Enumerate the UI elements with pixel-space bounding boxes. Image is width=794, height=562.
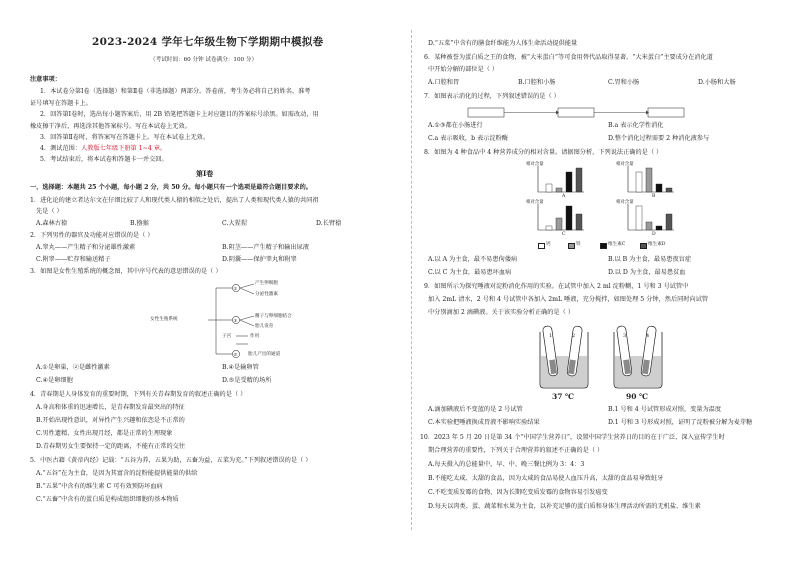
diagram-node-fetus: 胎儿发育 [255, 324, 274, 329]
q5-stem: 5．中医古籍《黄帝内经》记载：“五谷为养，五果为助，五畜为益，五菜为充。”下列叙述错误的是（ ） [30, 457, 312, 464]
chart-cat-a: A [562, 194, 566, 199]
tube-label-1: 1 [549, 333, 553, 339]
q7-stem: 7．如图表示消化的过程，下列叙述错误的是（ ） [424, 93, 560, 100]
note-line-7: 5．考试结束后，将本试卷和答题卡一并交回。 [40, 156, 168, 163]
column-divider [411, 30, 412, 530]
bar-c-3 [576, 214, 582, 230]
temp-label-37: 37 ℃ [552, 392, 575, 401]
bar-b-2 [656, 184, 662, 192]
q1-line-2: 先是（ ） [36, 208, 63, 215]
bar-a-1 [556, 188, 562, 192]
bar-b-3 [666, 188, 672, 192]
bar-d-0 [636, 206, 642, 230]
q9-line-1: 9．如图所示为探究唾液对淀粉消化作用的实验。在试管中加入 2 ml 淀粉糊，1 号和 3 号试管中 [424, 283, 689, 290]
bar-b-1 [646, 168, 652, 192]
legend-vitd: 维生素D [648, 242, 666, 247]
q2-option-c[interactable]: C.附睾——贮存和输送精子 [36, 256, 111, 263]
q9-option-c[interactable]: C.本实验把唾液换成胃液不影响实验结果 [428, 419, 540, 426]
diagram-node-hormone: 分泌性激素 [255, 292, 278, 297]
note-scope-value: 人教版七年级下册第 1~4 章。 [81, 145, 167, 152]
q8-bar-charts [524, 160, 704, 252]
note-scope-label: 4．测试范围： [40, 145, 82, 152]
chart-ylabel-2: 相对含量 [616, 162, 634, 167]
legend-iron: 铁 [576, 242, 581, 247]
q7-digestion-figure [428, 106, 758, 120]
q3-option-b[interactable]: B.④是输卵管 [222, 364, 259, 371]
q1-line-1: 1．进化论的建立者达尔文在仔细比较了人和现代类人猿的相似之处后，提出了人类和现代类人猿的共同祖 [30, 197, 319, 204]
page-title: 2023-2024 学年七年级生物下学期期中模拟卷 [92, 36, 324, 48]
q3-option-d[interactable]: D.⑤是受精的场所 [222, 377, 272, 384]
q9-line-2: 加入 2mL 清水，2 号和 4 号试管中各加入 2mL 唾液，充分搅拌，如图处理 5 分钟，然后同时向试管 [428, 296, 709, 303]
legend-vitc: 维生素C [608, 242, 626, 247]
q4-option-c[interactable]: C.男性遗精、女性出现月经，都是正常的生理现象 [36, 430, 173, 437]
tube-label-4: 4 [646, 333, 650, 339]
q10-line-1: 10．2023 年 5 月 20 日是第 34 个“中国学生营养日”，设置中国学生营养日的目的在于广泛、深入宣传学生时 [420, 434, 725, 441]
q1-option-d[interactable]: D.长臂猿 [316, 220, 342, 227]
diagram-node-function: 作用 [250, 334, 260, 339]
bar-b-0 [636, 172, 642, 192]
q10-option-a[interactable]: A.每天摄入的总能量中，早、中、晚三餐比例为 3：4：3 [428, 461, 585, 468]
q8-stem: 8．如图为 4 种食品中 4 种营养成分的相对含量。请据图分析，下列说法正确的是（ ） [424, 149, 663, 156]
chart-ylabel-4: 相对含量 [616, 200, 634, 205]
q7-option-d[interactable]: D.整个消化过程需要 2 种消化液参与 [608, 135, 710, 142]
bar-a-2 [566, 172, 572, 192]
q8-option-d[interactable]: D.以 D 为主食，最易患贫血 [608, 269, 686, 276]
diagram-circle-1: ① [233, 286, 238, 291]
section-heading: 第Ⅰ卷 [196, 169, 214, 178]
tube-label-2: 2 [572, 333, 576, 339]
diagram-circle-5: ⑤ [233, 352, 238, 357]
q2-option-d[interactable]: D.阴囊——保护睾丸和附睾 [222, 256, 297, 263]
q5-option-c[interactable]: C.“五畜”中含有的蛋白质是构成组织细胞的基本物质 [36, 496, 179, 503]
chart-ylabel-1: 相对含量 [526, 162, 544, 167]
bar-d-1 [646, 222, 652, 230]
chart-cat-b: B [652, 194, 656, 199]
tube-label-3: 3 [623, 333, 627, 339]
q6-line-2: 中开始分解的部位是（ ） [428, 66, 499, 73]
q3-option-c[interactable]: C.④是卵细胞 [36, 377, 73, 384]
q6-option-a[interactable]: A.口腔和胃 [428, 79, 460, 86]
q8-option-b[interactable]: B.以 B 为主食，最易患夜盲症 [608, 256, 692, 263]
legend-swatch-vitd [640, 243, 647, 249]
q5-option-b[interactable]: B.“五果”中含有的维生素 C 可有效预防坏血病 [36, 483, 163, 490]
bar-c-0 [546, 226, 552, 230]
section-instruction: 一、选择题：本题共 25 个小题，每小题 2 分，共 50 分。每小题只有一个选项是最符合题目要求的。 [30, 184, 312, 191]
legend-calcium: 钙 [546, 242, 551, 247]
q10-option-b[interactable]: B.不能吃太咸、太甜的食品，因为太咸的食品易使人血压升高，太甜的食品易导致蛀牙 [428, 475, 664, 482]
diagram-node-birth-canal: 胎儿产出的通道 [248, 352, 281, 357]
q3-option-a[interactable]: A.①是卵巢，②是雌性激素 [36, 364, 110, 371]
q3-concept-diagram [150, 280, 310, 360]
q6-option-c[interactable]: C.胃和小肠 [608, 79, 640, 86]
q1-option-a[interactable]: A.森林古猿 [36, 220, 68, 227]
q10-option-c[interactable]: C.不吃变质发霉的食物，因为长期吃变质发霉的食物容易引发癌变 [428, 489, 608, 496]
q4-stem: 4．青春期是人身体发育的重要时期，下列有关青春期发育的叙述正确的是（ ） [30, 391, 247, 398]
diagram-node-fertilization: 精子与卵细胞结合 [255, 314, 292, 319]
bar-c-2 [566, 206, 572, 230]
bar-chart-svg [524, 160, 704, 252]
q8-option-a[interactable]: A.以 A 为主食，最不易患佝偻病 [428, 256, 518, 263]
beaker-svg [532, 322, 682, 392]
chart-cat-d: D [652, 232, 656, 237]
note-line-1: 1．本试卷分第Ⅰ卷（选择题）和第Ⅱ卷（非选择题）两部分。答卷前，考生务必将自己的姓名、准考 [40, 88, 311, 95]
note-line-4: 橡皮擦干净后，再选涂其他答案标号。写在本试卷上无效。 [30, 123, 191, 130]
q6-option-d[interactable]: D.小肠和大肠 [698, 79, 736, 86]
q9-option-b[interactable]: B.1 号和 4 号试管形成对照，变量为温度 [608, 406, 722, 413]
q2-stem: 2．下列男性的器官及功能对应错误的是（ ） [30, 232, 154, 239]
q9-option-d[interactable]: D.1 号和 3 号形成对照，证明了淀粉被分解为麦芽糖 [608, 419, 753, 426]
bar-d-2 [656, 226, 662, 230]
legend-swatch-calcium [538, 243, 545, 249]
q2-option-a[interactable]: A.睾丸——产生精子和分泌雄性激素 [36, 244, 136, 251]
chart-cat-c: C [562, 232, 566, 237]
temp-label-90: 90 ℃ [626, 392, 649, 401]
q9-beaker-figure [532, 322, 682, 402]
note-line-2: 证号填写在答题卡上。 [30, 100, 92, 107]
q1-option-c[interactable]: C.大猩猩 [222, 220, 248, 227]
q3-stem: 3．如图是女性生殖系统的概念图，其中序号代表的意思错误的是（ ） [30, 268, 222, 275]
bar-d-3 [666, 214, 672, 230]
diagram-node-uterus: 子宫 [222, 334, 232, 339]
diagram-node-egg: 产生卵细胞 [255, 281, 278, 286]
q10-option-d[interactable]: D.每天以肉类、蛋、蔬菜和水果为主食，以补充足够的蛋白质和身体生理活动所需的无机盐、维生素 [428, 503, 701, 510]
q4-option-d[interactable]: D.青春期男女生要保持一定的距离，不能有正常的交往 [36, 443, 186, 450]
chart-ylabel-3: 相对含量 [526, 200, 544, 205]
note-line-6 [40, 145, 166, 153]
q7-option-a[interactable]: A.①③都在小肠进行 [428, 122, 483, 129]
page-subtitle: （考试时间：60 分钟 试卷满分：100 分） [150, 57, 258, 63]
diagram-circle-3: ③ [233, 318, 238, 323]
q9-line-3: 中分别滴加 2 滴碘液。关于该实验分析正确的是（ ） [428, 309, 574, 316]
q5-option-a[interactable]: A.“五谷”在为主食，是因为其富含的淀粉能提供能量的供给 [36, 470, 198, 477]
legend-swatch-vitc [600, 243, 607, 249]
note-line-5: 3．回答第Ⅱ卷时，将答案写在答题卡上。写在本试卷上无效。 [40, 134, 210, 141]
q7-option-b[interactable]: B.a 表示化学性消化 [608, 122, 664, 129]
q7-option-c[interactable]: C.a 表示吸收，b 表示淀粉酶 [428, 135, 508, 142]
q6-line-1: 6．某种被誉为蛋白质之王的食物，被“大米蛋白”等可食用替代品取得显著。“大米蛋白”主要成分在消化道 [424, 54, 713, 61]
q5-option-d[interactable]: D.“五菜”中含有的膳食纤维能为人体生命活动提供能量 [428, 40, 578, 47]
q6-option-b[interactable]: B.口腔和小肠 [518, 79, 556, 86]
diagram-root: 女性生殖系统 [150, 317, 178, 322]
q4-option-a[interactable]: A.身高和体重的迅速增长，是青春期发育最突出的特征 [36, 404, 185, 411]
q10-line-2: 期合理营养的重要性，下列关于合理营养的叙述不正确的是（ ） [428, 447, 604, 454]
legend-swatch-iron [568, 243, 575, 249]
chart-legend [538, 242, 708, 250]
bar-a-3 [576, 168, 582, 192]
notes-heading: 注意事项： [30, 76, 61, 83]
q1-option-b[interactable]: B.猕猴 [130, 220, 149, 227]
bar-a-0 [546, 184, 552, 192]
q2-option-b[interactable]: B.阴茎——产生精子和输出尿液 [222, 244, 309, 251]
q8-option-c[interactable]: C.以 C 为主食，最易患坏血病 [428, 269, 512, 276]
bar-c-1 [556, 218, 562, 230]
q9-option-a[interactable]: A.滴加碘液后不变蓝的是 2 号试管 [428, 406, 523, 413]
q4-option-b[interactable]: B.开始出现性意识，对异性产生兴趣和依恋是不正常的 [36, 417, 185, 424]
note-line-3: 2．回答第Ⅰ卷时，选出每小题答案后，用 2B 铅笔把答题卡上对应题目的答案标号涂黑。如需改动，用 [40, 111, 319, 118]
